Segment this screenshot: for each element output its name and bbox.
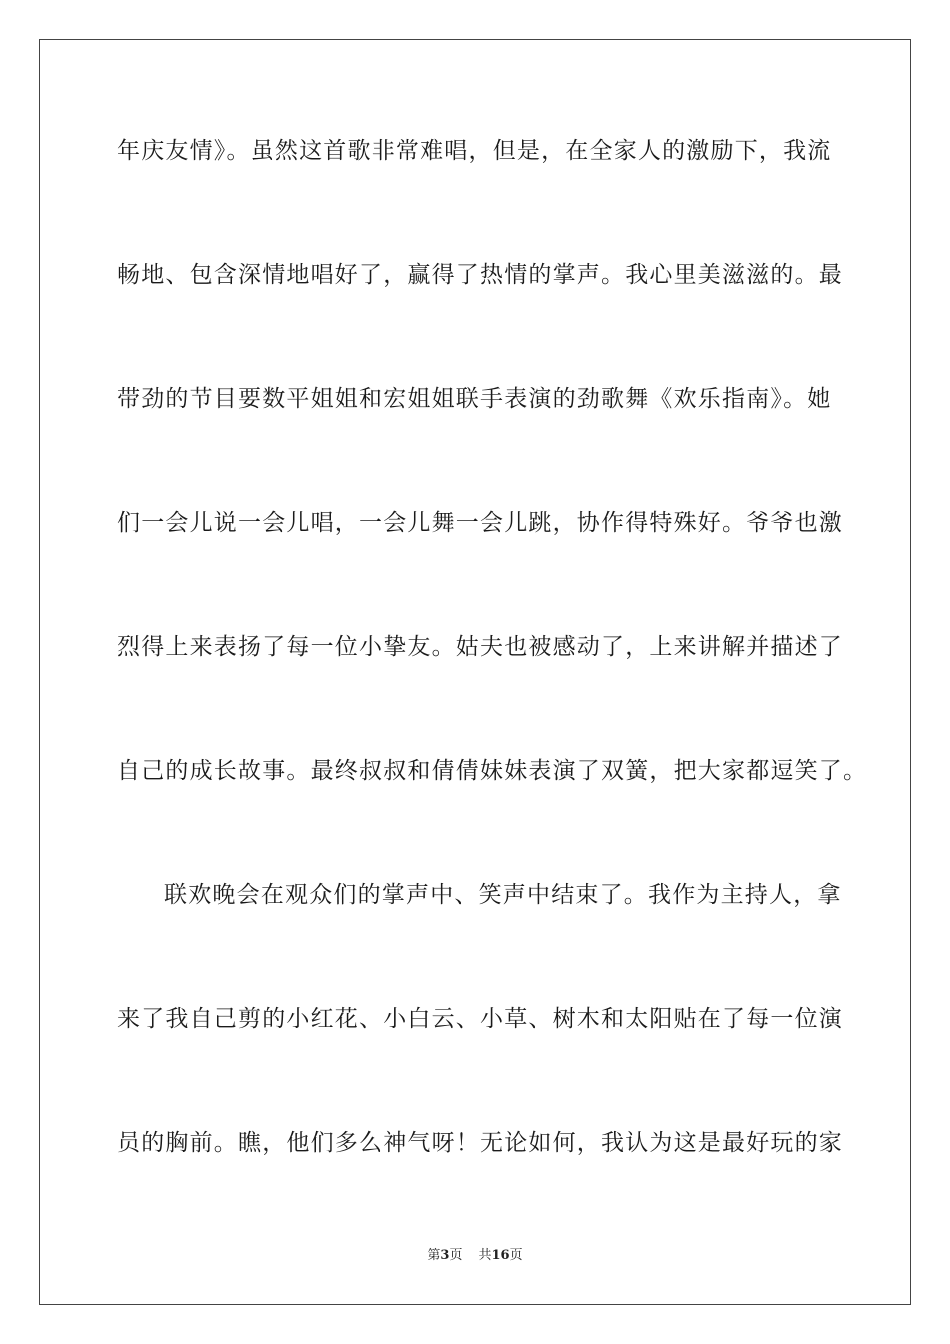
body-text-line: 畅地、包含深情地唱好了，赢得了热情的掌声。我心里美滋滋的。最 bbox=[117, 262, 843, 288]
total-prefix: 共 bbox=[478, 1248, 492, 1263]
total-suffix: 页 bbox=[509, 1248, 523, 1263]
page-border bbox=[39, 39, 911, 1305]
body-text-line: 烈得上来表扬了每一位小挚友。姑夫也被感动了，上来讲解并描述了 bbox=[117, 634, 843, 660]
total-pages: 16 bbox=[491, 1248, 510, 1263]
page-suffix: 页 bbox=[449, 1248, 463, 1263]
page-prefix: 第 bbox=[427, 1248, 441, 1263]
body-text-line: 自己的成长故事。最终叔叔和倩倩妹妹表演了双簧，把大家都逗笑了。 bbox=[117, 758, 868, 784]
body-text-line: 年庆友情》。虽然这首歌非常难唱，但是，在全家人的激励下，我流 bbox=[117, 138, 832, 164]
body-text-line: 来了我自己剪的小红花、小白云、小草、树木和太阳贴在了每一位演 bbox=[117, 1006, 843, 1032]
paragraph-start-line: 联欢晚会在观众们的掌声中、笑声中结束了。我作为主持人，拿 bbox=[164, 882, 842, 908]
page-number: 3 bbox=[440, 1248, 450, 1263]
page-footer bbox=[0, 1247, 950, 1265]
body-text-line: 员的胸前。瞧，他们多么神气呀！无论如何，我认为这是最好玩的家 bbox=[117, 1130, 843, 1156]
body-text-line: 们一会儿说一会儿唱，一会儿舞一会儿跳，协作得特殊好。爷爷也激 bbox=[117, 510, 843, 536]
body-text-line: 带劲的节目要数平姐姐和宏姐姐联手表演的劲歌舞《欢乐指南》。她 bbox=[117, 386, 832, 412]
